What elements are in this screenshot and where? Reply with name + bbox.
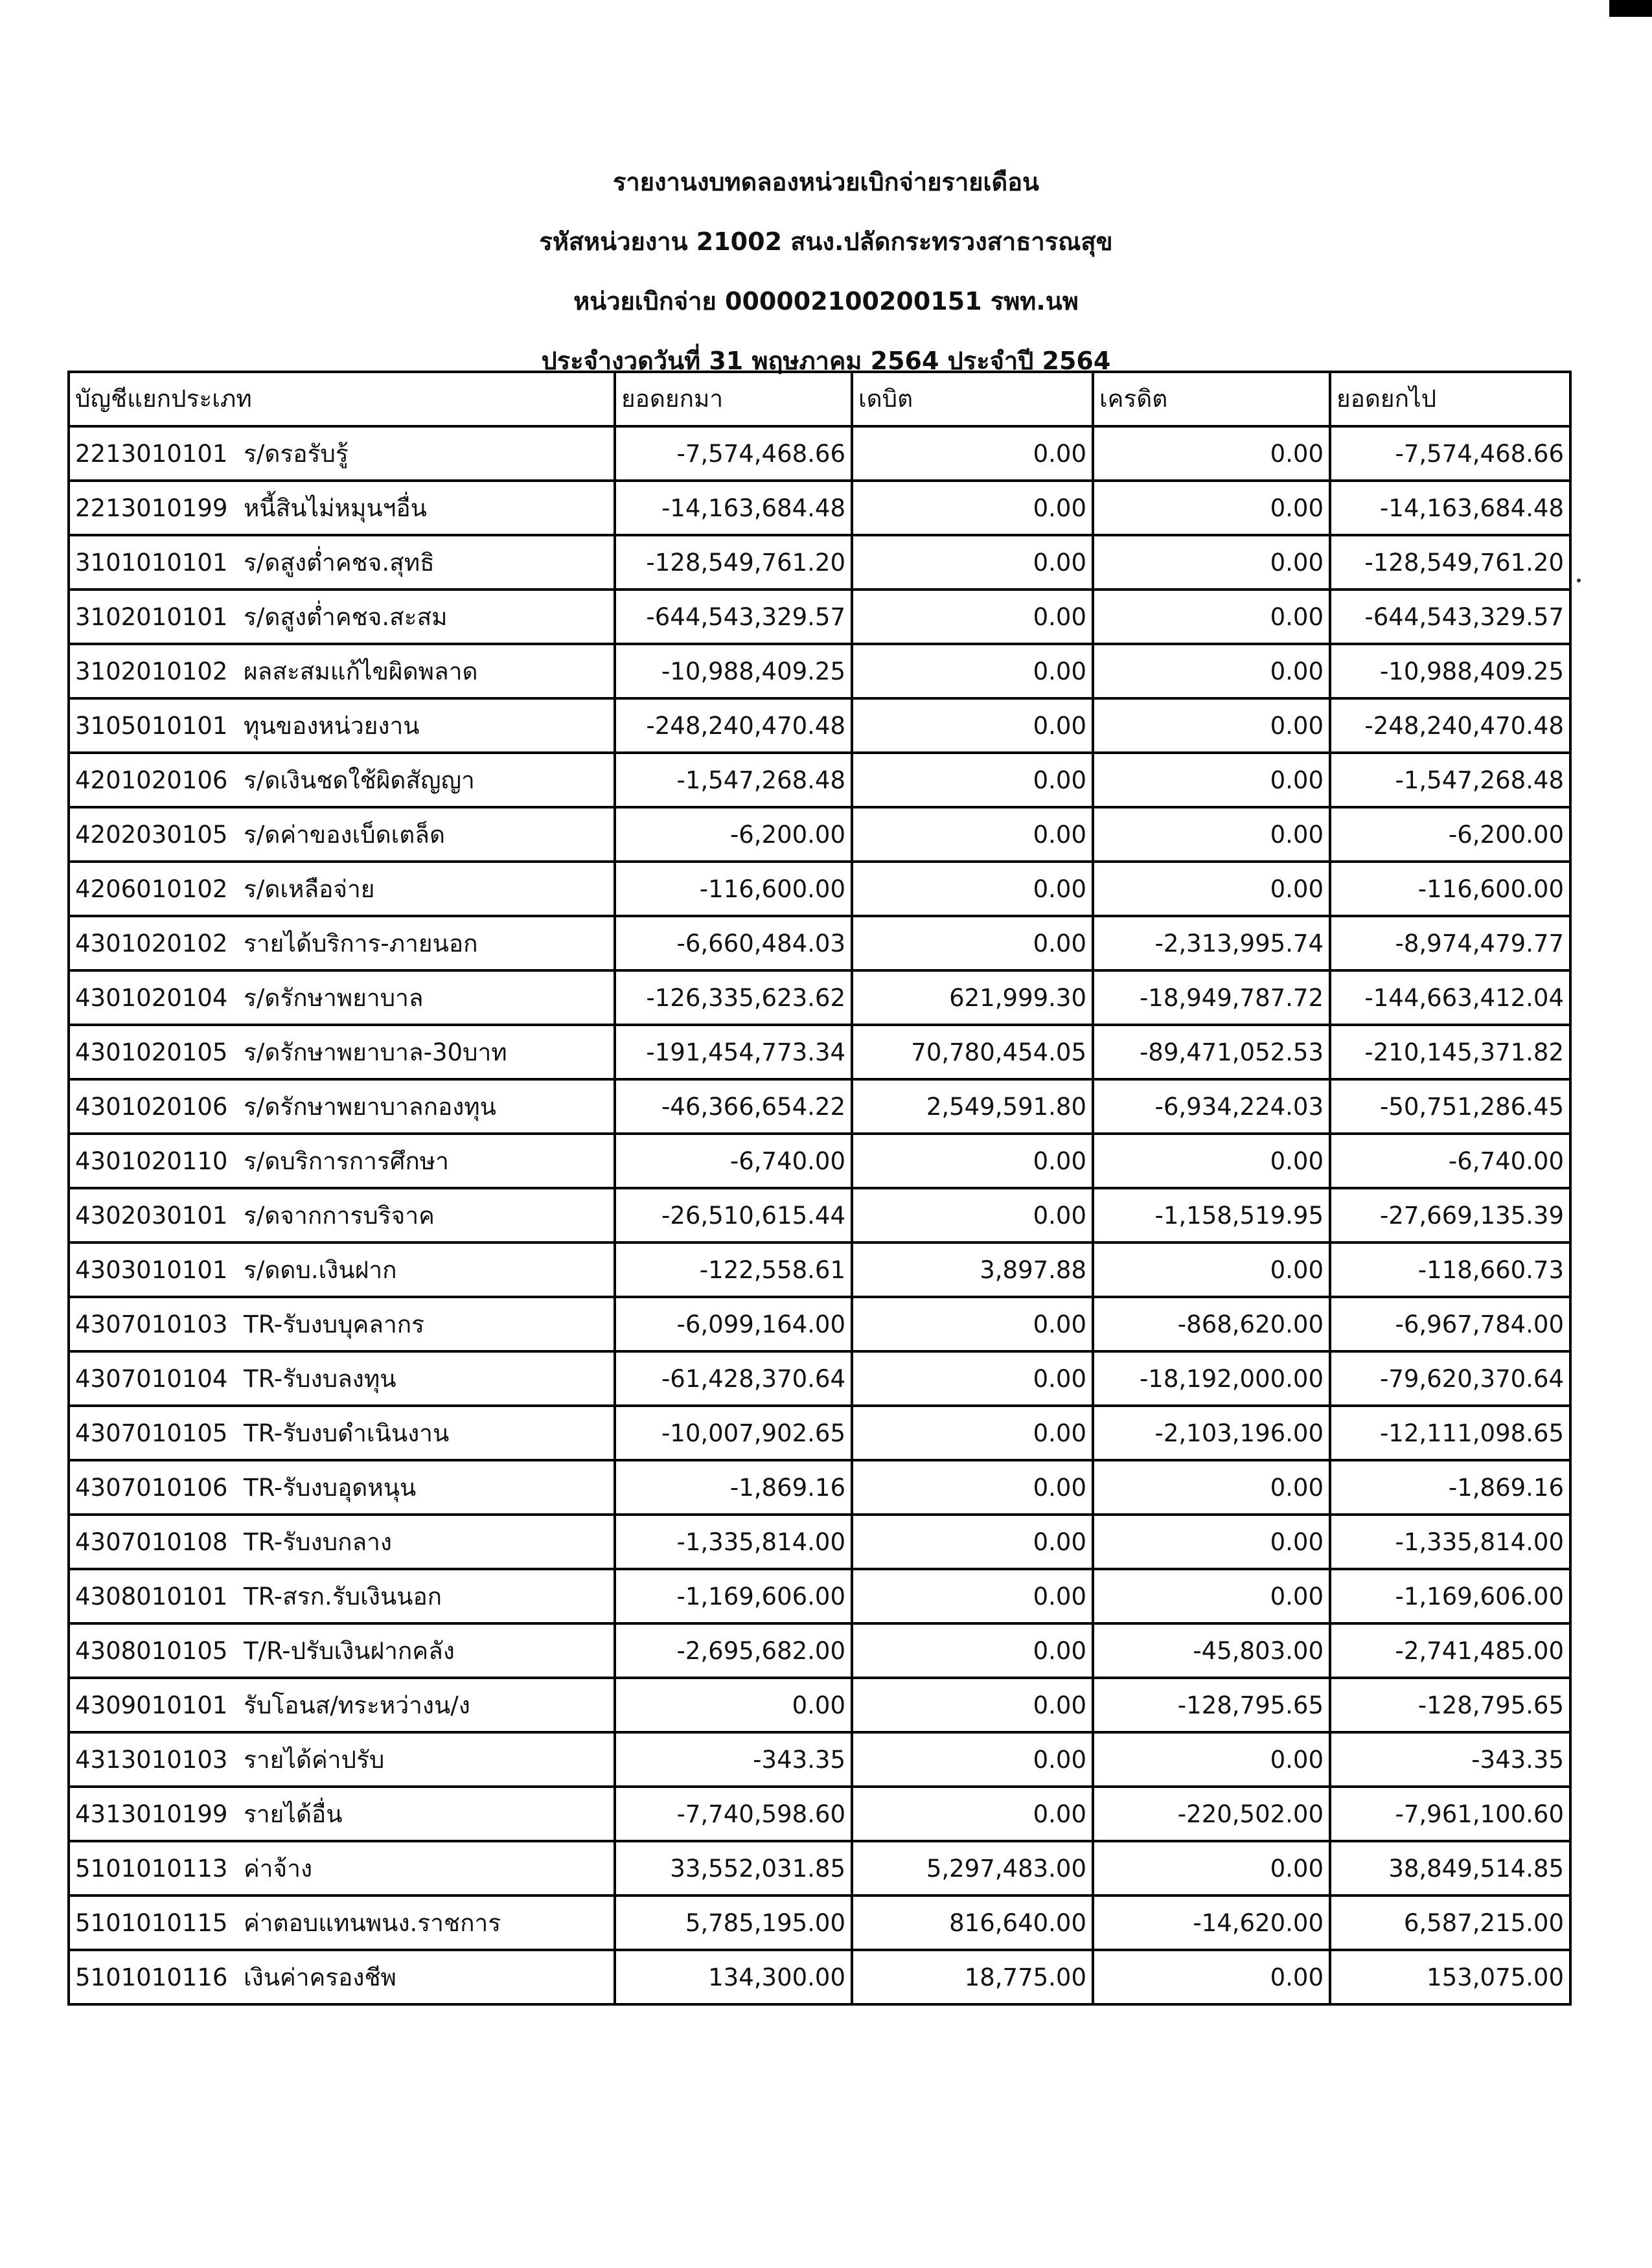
account-code: 2213010101 (75, 439, 228, 468)
table-row (69, 1188, 1570, 1243)
table-row (69, 698, 1570, 753)
opening-balance: -7,574,468.66 (615, 426, 852, 481)
disbursing-unit-line: หน่วยเบิกจ่าย 000002100200151 รพท.นพ (573, 287, 1079, 315)
account-code: 4301020105 (75, 1038, 228, 1066)
account-name: ร/ดเหลือจ่าย (244, 875, 375, 903)
account-name: ร/ดรักษาพยาบาล (244, 983, 424, 1012)
opening-balance: -644,543,329.57 (615, 590, 852, 644)
debit-amount: 0.00 (852, 862, 1093, 916)
closing-balance: -248,240,470.48 (1330, 698, 1570, 753)
account-code: 2213010199 (75, 494, 228, 522)
table-row (69, 970, 1570, 1025)
opening-balance: -248,240,470.48 (615, 698, 852, 753)
closing-balance: -2,741,485.00 (1330, 1623, 1570, 1678)
opening-balance: -10,988,409.25 (615, 644, 852, 698)
account-cell (69, 644, 615, 698)
closing-balance: -1,169,606.00 (1330, 1569, 1570, 1623)
credit-amount: 0.00 (1093, 590, 1330, 644)
debit-amount: 0.00 (852, 1351, 1093, 1406)
table-row (69, 1623, 1570, 1678)
account-code: 4301020106 (75, 1092, 228, 1121)
debit-amount: 0.00 (852, 698, 1093, 753)
closing-balance: -12,111,098.65 (1330, 1406, 1570, 1460)
account-name: TR-รับงบอุดหนุน (244, 1473, 417, 1502)
col-header-closing: ยอดยกไป (1330, 372, 1570, 426)
opening-balance: -2,695,682.00 (615, 1623, 852, 1678)
closing-balance: 38,849,514.85 (1330, 1841, 1570, 1896)
col-header-account: บัญชีแยกประเภท (69, 372, 615, 426)
table-row (69, 1079, 1570, 1134)
account-name: ค่าตอบแทนพนง.ราชการ (244, 1908, 501, 1937)
closing-balance: -128,795.65 (1330, 1678, 1570, 1732)
opening-balance: 33,552,031.85 (615, 1841, 852, 1896)
closing-balance: -7,574,468.66 (1330, 426, 1570, 481)
debit-amount: 0.00 (852, 590, 1093, 644)
account-code: 4301020110 (75, 1147, 228, 1175)
account-cell (69, 1188, 615, 1243)
debit-amount: 0.00 (852, 753, 1093, 807)
opening-balance: -10,007,902.65 (615, 1406, 852, 1460)
closing-balance: -7,961,100.60 (1330, 1787, 1570, 1841)
account-name: ร/ดดบ.เงินฝาก (244, 1255, 397, 1284)
table-row (69, 1678, 1570, 1732)
table-row (69, 1515, 1570, 1569)
account-code: 4303010101 (75, 1255, 228, 1284)
account-name: ร/ดสูงต่ำคชจ.สะสม (244, 602, 448, 631)
opening-balance: -343.35 (615, 1732, 852, 1787)
account-name: TR-รับงบดำเนินงาน (244, 1419, 450, 1447)
account-code: 4302030101 (75, 1201, 228, 1230)
scan-speck (1577, 578, 1581, 582)
debit-amount: 2,549,591.80 (852, 1079, 1093, 1134)
account-name: ร/ดบริการการศึกษา (244, 1147, 449, 1175)
opening-balance: -128,549,761.20 (615, 535, 852, 590)
trial-balance-table (67, 371, 1572, 2006)
account-cell (69, 1243, 615, 1297)
account-code: 4301020102 (75, 929, 228, 957)
credit-amount: -6,934,224.03 (1093, 1079, 1330, 1134)
table-row (69, 1569, 1570, 1623)
table-row (69, 1841, 1570, 1896)
opening-balance: -1,169,606.00 (615, 1569, 852, 1623)
debit-amount: 0.00 (852, 1732, 1093, 1787)
table-row (69, 1787, 1570, 1841)
account-name: ร/ดเงินชดใช้ผิดสัญญา (244, 766, 475, 794)
closing-balance: -1,335,814.00 (1330, 1515, 1570, 1569)
account-code: 4308010101 (75, 1582, 228, 1610)
table-row (69, 1950, 1570, 2004)
table-row (69, 535, 1570, 590)
account-code: 4206010102 (75, 875, 228, 903)
closing-balance: -6,200.00 (1330, 807, 1570, 862)
opening-balance: -1,547,268.48 (615, 753, 852, 807)
debit-amount: 0.00 (852, 1569, 1093, 1623)
account-cell (69, 1623, 615, 1678)
closing-balance: -144,663,412.04 (1330, 970, 1570, 1025)
account-name: ค่าจ้าง (244, 1854, 313, 1883)
table-row (69, 862, 1570, 916)
account-name: T/R-ปรับเงินฝากคลัง (244, 1636, 455, 1665)
account-cell (69, 1406, 615, 1460)
credit-amount: -89,471,052.53 (1093, 1025, 1330, 1079)
account-name: TR-รับงบกลาง (244, 1528, 392, 1556)
credit-amount: 0.00 (1093, 698, 1330, 753)
account-cell (69, 807, 615, 862)
col-header-credit: เครดิต (1093, 372, 1330, 426)
account-cell (69, 1950, 615, 2004)
credit-amount: -14,620.00 (1093, 1896, 1330, 1950)
table-row (69, 481, 1570, 535)
credit-amount: 0.00 (1093, 1841, 1330, 1896)
opening-balance: -6,200.00 (615, 807, 852, 862)
closing-balance: -343.35 (1330, 1732, 1570, 1787)
table-row (69, 1297, 1570, 1351)
account-cell (69, 535, 615, 590)
credit-amount: 0.00 (1093, 1569, 1330, 1623)
debit-amount: 18,775.00 (852, 1950, 1093, 2004)
account-code: 4202030105 (75, 820, 228, 849)
closing-balance: -50,751,286.45 (1330, 1079, 1570, 1134)
account-cell (69, 1351, 615, 1406)
account-code: 4309010101 (75, 1691, 228, 1719)
account-name: เงินค่าครองชีพ (244, 1963, 396, 1991)
credit-amount: -45,803.00 (1093, 1623, 1330, 1678)
closing-balance: 6,587,215.00 (1330, 1896, 1570, 1950)
agency-line: รหัสหน่วยงาน 21002 สนง.ปลัดกระทรวงสาธารณสุข (539, 227, 1113, 256)
credit-amount: 0.00 (1093, 644, 1330, 698)
account-cell (69, 1134, 615, 1188)
table-row (69, 1134, 1570, 1188)
closing-balance: -128,549,761.20 (1330, 535, 1570, 590)
credit-amount: 0.00 (1093, 481, 1330, 535)
account-cell (69, 1841, 615, 1896)
table-row (69, 807, 1570, 862)
account-cell (69, 1896, 615, 1950)
credit-amount: 0.00 (1093, 1950, 1330, 2004)
table-header-row (69, 372, 1570, 426)
credit-amount: 0.00 (1093, 753, 1330, 807)
account-name: ผลสะสมแก้ไขผิดพลาด (244, 657, 478, 685)
account-cell (69, 862, 615, 916)
account-cell (69, 1678, 615, 1732)
account-cell (69, 753, 615, 807)
debit-amount: 0.00 (852, 1460, 1093, 1515)
closing-balance: -27,669,135.39 (1330, 1188, 1570, 1243)
table-row (69, 1896, 1570, 1950)
account-cell (69, 1569, 615, 1623)
credit-amount: -220,502.00 (1093, 1787, 1330, 1841)
credit-amount: 0.00 (1093, 1134, 1330, 1188)
opening-balance: -126,335,623.62 (615, 970, 852, 1025)
account-cell (69, 970, 615, 1025)
opening-balance: -116,600.00 (615, 862, 852, 916)
closing-balance: -6,967,784.00 (1330, 1297, 1570, 1351)
account-name: หนี้สินไม่หมุนฯอื่น (244, 494, 427, 522)
col-header-debit: เดบิต (852, 372, 1093, 426)
credit-amount: 0.00 (1093, 807, 1330, 862)
debit-amount: 0.00 (852, 1787, 1093, 1841)
closing-balance: -14,163,684.48 (1330, 481, 1570, 535)
closing-balance: -116,600.00 (1330, 862, 1570, 916)
account-name: รายได้บริการ-ภายนอก (244, 929, 478, 957)
debit-amount: 0.00 (852, 916, 1093, 970)
account-code: 4313010199 (75, 1800, 228, 1828)
debit-amount: 0.00 (852, 1623, 1093, 1678)
account-name: TR-รับงบบุคลากร (244, 1310, 425, 1338)
opening-balance: -14,163,684.48 (615, 481, 852, 535)
account-code: 4307010104 (75, 1364, 228, 1393)
table-row (69, 1460, 1570, 1515)
account-name: TR-รับงบลงทุน (244, 1364, 396, 1393)
credit-amount: 0.00 (1093, 1732, 1330, 1787)
account-cell (69, 916, 615, 970)
credit-amount: 0.00 (1093, 535, 1330, 590)
table-row (69, 644, 1570, 698)
debit-amount: 0.00 (852, 1188, 1093, 1243)
account-code: 3102010102 (75, 657, 228, 685)
period-line: ประจำงวดวันที่ 31 พฤษภาคม 2564 ประจำปี 2564 (541, 347, 1111, 375)
opening-balance: -1,869.16 (615, 1460, 852, 1515)
account-code: 4307010103 (75, 1310, 228, 1338)
closing-balance: -6,740.00 (1330, 1134, 1570, 1188)
account-cell (69, 1297, 615, 1351)
table-row (69, 426, 1570, 481)
account-cell (69, 481, 615, 535)
account-name: รับโอนส/ทระหว่างน/ง (244, 1691, 470, 1719)
credit-amount: -2,313,995.74 (1093, 916, 1330, 970)
table-row (69, 1243, 1570, 1297)
closing-balance: -1,547,268.48 (1330, 753, 1570, 807)
closing-balance: -10,988,409.25 (1330, 644, 1570, 698)
opening-balance: -46,366,654.22 (615, 1079, 852, 1134)
account-code: 5101010115 (75, 1908, 228, 1937)
opening-balance: -6,660,484.03 (615, 916, 852, 970)
table-row (69, 1406, 1570, 1460)
credit-amount: 0.00 (1093, 862, 1330, 916)
account-code: 3101010101 (75, 548, 228, 577)
opening-balance: -6,099,164.00 (615, 1297, 852, 1351)
credit-amount: -2,103,196.00 (1093, 1406, 1330, 1460)
account-code: 4308010105 (75, 1636, 228, 1665)
closing-balance: -118,660.73 (1330, 1243, 1570, 1297)
debit-amount: 0.00 (852, 481, 1093, 535)
credit-amount: 0.00 (1093, 1515, 1330, 1569)
account-code: 4307010108 (75, 1528, 228, 1556)
debit-amount: 0.00 (852, 1134, 1093, 1188)
debit-amount: 0.00 (852, 644, 1093, 698)
closing-balance: -8,974,479.77 (1330, 916, 1570, 970)
account-code: 3102010101 (75, 602, 228, 631)
account-cell (69, 1025, 615, 1079)
account-cell (69, 426, 615, 481)
credit-amount: -18,192,000.00 (1093, 1351, 1330, 1406)
account-name: TR-สรก.รับเงินนอก (244, 1582, 442, 1610)
scan-corner-mark (1609, 0, 1652, 17)
opening-balance: -26,510,615.44 (615, 1188, 852, 1243)
opening-balance: -6,740.00 (615, 1134, 852, 1188)
account-code: 4301020104 (75, 983, 228, 1012)
table-body (69, 426, 1570, 2004)
table-row (69, 753, 1570, 807)
debit-amount: 0.00 (852, 535, 1093, 590)
debit-amount: 0.00 (852, 1678, 1093, 1732)
closing-balance: -210,145,371.82 (1330, 1025, 1570, 1079)
debit-amount: 621,999.30 (852, 970, 1093, 1025)
debit-amount: 5,297,483.00 (852, 1841, 1093, 1896)
account-name: ร/ดรอรับรู้ (244, 439, 349, 468)
account-cell (69, 590, 615, 644)
opening-balance: -61,428,370.64 (615, 1351, 852, 1406)
debit-amount: 0.00 (852, 807, 1093, 862)
debit-amount: 0.00 (852, 1515, 1093, 1569)
table-row (69, 916, 1570, 970)
account-name: รายได้อื่น (244, 1800, 343, 1828)
debit-amount: 0.00 (852, 426, 1093, 481)
table-row (69, 1732, 1570, 1787)
debit-amount: 816,640.00 (852, 1896, 1093, 1950)
opening-balance: 5,785,195.00 (615, 1896, 852, 1950)
account-name: ร/ดรักษาพยาบาล-30บาท (244, 1038, 507, 1066)
table-row (69, 1025, 1570, 1079)
account-name: ร/ดสูงต่ำคชจ.สุทธิ (244, 548, 435, 577)
closing-balance: 153,075.00 (1330, 1950, 1570, 2004)
credit-amount: -18,949,787.72 (1093, 970, 1330, 1025)
debit-amount: 0.00 (852, 1297, 1093, 1351)
account-cell (69, 1079, 615, 1134)
account-name: ร/ดรักษาพยาบาลกองทุน (244, 1092, 496, 1121)
account-code: 4307010105 (75, 1419, 228, 1447)
col-header-opening: ยอดยกมา (615, 372, 852, 426)
closing-balance: -644,543,329.57 (1330, 590, 1570, 644)
report-title: รายงานงบทดลองหน่วยเบิกจ่ายรายเดือน (612, 168, 1040, 196)
opening-balance: 0.00 (615, 1678, 852, 1732)
account-code: 5101010116 (75, 1963, 228, 1991)
opening-balance: -191,454,773.34 (615, 1025, 852, 1079)
debit-amount: 3,897.88 (852, 1243, 1093, 1297)
opening-balance: -1,335,814.00 (615, 1515, 852, 1569)
credit-amount: -1,158,519.95 (1093, 1188, 1330, 1243)
table-row (69, 590, 1570, 644)
account-cell (69, 1732, 615, 1787)
account-code: 3105010101 (75, 711, 228, 740)
account-code: 4201020106 (75, 766, 228, 794)
account-code: 5101010113 (75, 1854, 228, 1883)
opening-balance: -7,740,598.60 (615, 1787, 852, 1841)
credit-amount: 0.00 (1093, 1460, 1330, 1515)
closing-balance: -1,869.16 (1330, 1460, 1570, 1515)
account-code: 4307010106 (75, 1473, 228, 1502)
credit-amount: 0.00 (1093, 426, 1330, 481)
debit-amount: 70,780,454.05 (852, 1025, 1093, 1079)
credit-amount: -868,620.00 (1093, 1297, 1330, 1351)
opening-balance: -122,558.61 (615, 1243, 852, 1297)
debit-amount: 0.00 (852, 1406, 1093, 1460)
table-row (69, 1351, 1570, 1406)
account-cell (69, 698, 615, 753)
opening-balance: 134,300.00 (615, 1950, 852, 2004)
report-header (0, 152, 1652, 391)
account-name: ร/ดจากการบริจาค (244, 1201, 435, 1230)
account-name: ร/ดค่าของเบ็ดเตล็ด (244, 820, 446, 849)
account-name: ทุนของหน่วยงาน (244, 711, 420, 740)
closing-balance: -79,620,370.64 (1330, 1351, 1570, 1406)
credit-amount: 0.00 (1093, 1243, 1330, 1297)
account-cell (69, 1515, 615, 1569)
account-cell (69, 1460, 615, 1515)
account-code: 4313010103 (75, 1745, 228, 1774)
account-cell (69, 1787, 615, 1841)
credit-amount: -128,795.65 (1093, 1678, 1330, 1732)
account-name: รายได้ค่าปรับ (244, 1745, 385, 1774)
